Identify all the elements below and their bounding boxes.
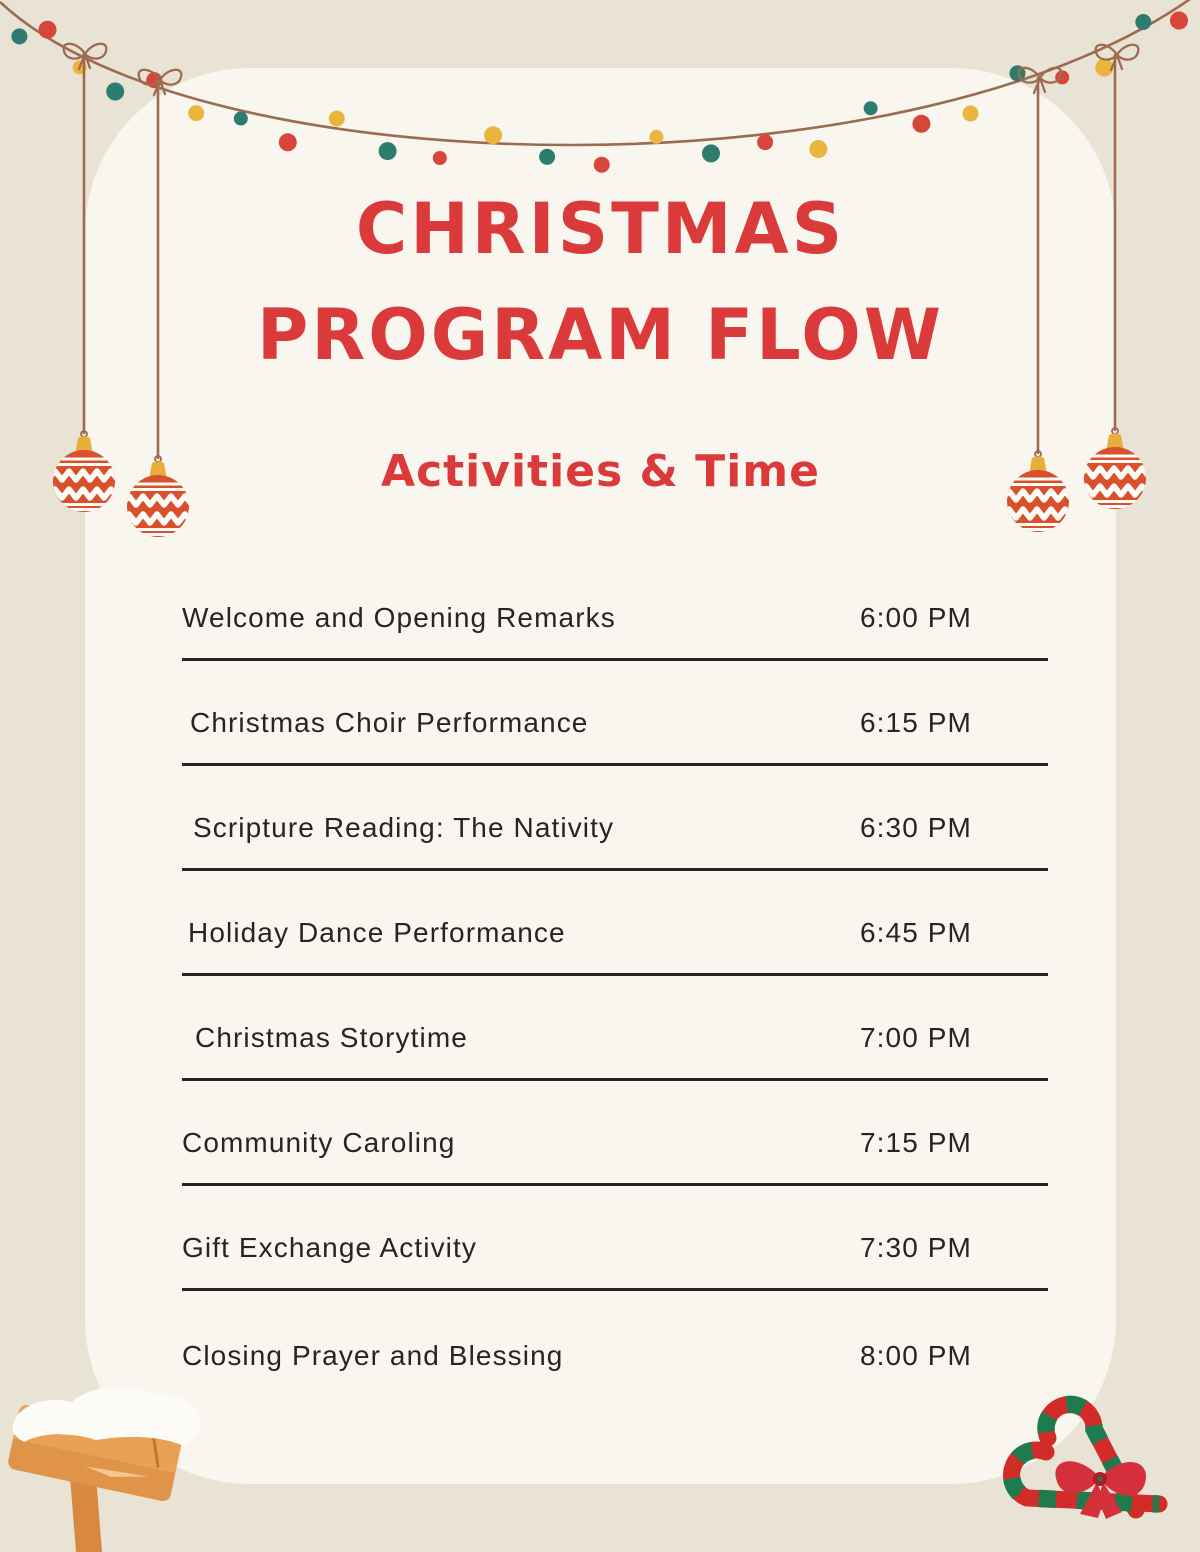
activity-label: Scripture Reading: The Nativity [193,812,615,843]
title-line-2: PROGRAM FLOW [257,294,944,376]
time-label: 6:15 PM [860,707,972,738]
schedule-row [182,976,1048,1081]
light-dot [1055,70,1069,84]
bow-icon [1096,45,1139,70]
activity-label: Community Caroling [182,1127,456,1158]
schedule-row [182,661,1048,766]
schedule-row [182,1291,1048,1396]
activity-label: Closing Prayer and Blessing [182,1340,564,1371]
activity-label: Holiday Dance Performance [188,917,566,948]
schedule-row [182,1186,1048,1291]
activity-label: Gift Exchange Activity [182,1232,477,1263]
time-label: 7:30 PM [860,1232,972,1263]
light-dot [106,83,124,101]
header [85,176,1116,498]
light-dot [11,28,27,44]
activity-label: Welcome and Opening Remarks [182,602,616,633]
light-dot [39,21,57,39]
schedule-row [182,766,1048,871]
activity-label: Christmas Storytime [195,1022,468,1053]
schedule-row [182,871,1048,976]
schedule-list [182,556,1048,1396]
page-title [85,176,1116,388]
time-label: 6:30 PM [860,812,972,843]
time-label: 7:15 PM [860,1127,972,1158]
title-line-1: CHRISTMAS [355,188,846,270]
bow-icon [64,44,107,69]
time-label: 6:00 PM [860,602,972,633]
time-label: 7:00 PM [860,1022,972,1053]
schedule-row [182,1081,1048,1186]
light-dot [73,60,87,74]
light-dot [1095,59,1113,77]
time-label: 8:00 PM [860,1340,972,1371]
activity-label: Christmas Choir Performance [190,707,589,738]
light-dot [146,72,162,88]
light-dot [1170,12,1188,30]
schedule-row [182,556,1048,661]
time-label: 6:45 PM [860,917,972,948]
light-dot [1135,14,1151,30]
page-subtitle: Activities & Time [381,446,820,497]
